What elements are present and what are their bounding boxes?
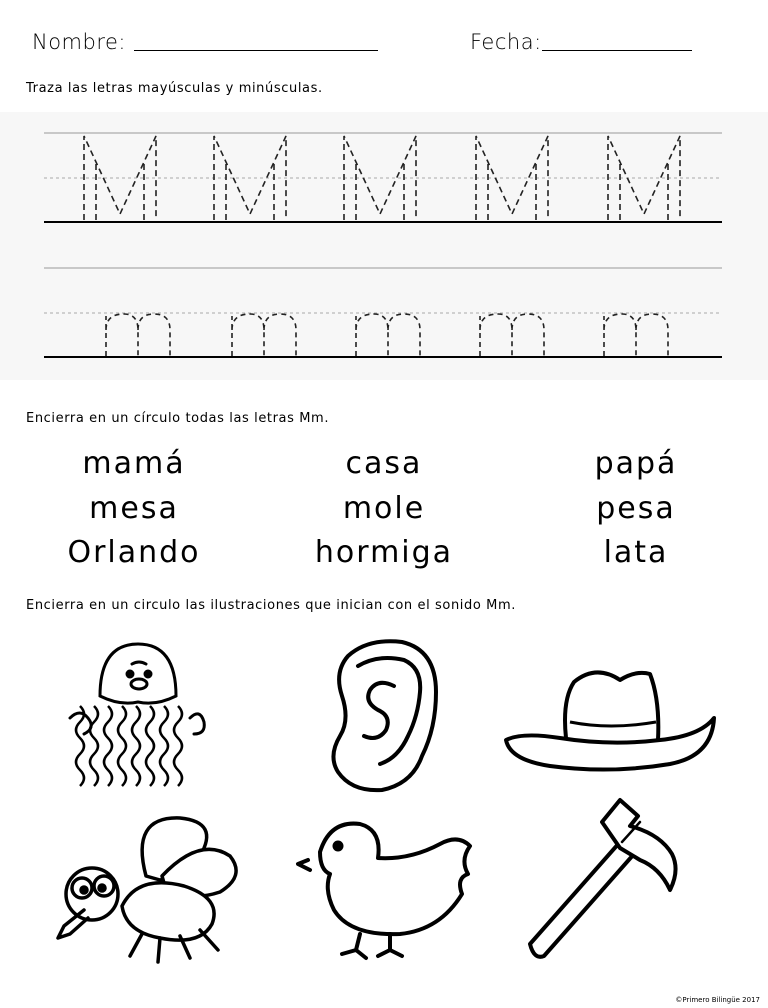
- trace-m-4: [480, 314, 544, 356]
- word-papa[interactable]: papá: [594, 446, 678, 481]
- date-label: Fecha:: [470, 30, 542, 54]
- word-pesa[interactable]: pesa: [596, 491, 676, 526]
- fly-picture[interactable]: [50, 806, 250, 966]
- chick-picture[interactable]: [290, 814, 480, 964]
- name-label: Nombre:: [32, 30, 127, 54]
- ear-picture[interactable]: [318, 636, 448, 796]
- word-casa[interactable]: casa: [345, 446, 423, 481]
- jellyfish-picture[interactable]: [60, 636, 210, 806]
- word-mole[interactable]: mole: [342, 491, 426, 526]
- trace-m-5: [604, 314, 668, 356]
- trace-m-2: [232, 314, 296, 356]
- word-hormiga[interactable]: hormiga: [314, 535, 454, 570]
- tracing-lines: [0, 0, 768, 400]
- pictures-instruction: Encierra en un circulo las ilustraciones que inician con el sonido Mm.: [26, 598, 516, 613]
- hat-picture[interactable]: [500, 660, 720, 780]
- trace-m-1: [106, 314, 170, 356]
- word-lata[interactable]: lata: [603, 535, 669, 570]
- word-mama[interactable]: mamá: [82, 446, 186, 481]
- word-orlando[interactable]: Orlando: [67, 535, 201, 570]
- letters-instruction: Encierra en un círculo todas las letras Mm.: [26, 411, 330, 426]
- word-mesa[interactable]: mesa: [89, 491, 179, 526]
- trace-instruction: Traza las letras mayúsculas y minúsculas.: [26, 81, 323, 96]
- trace-m-3: [356, 314, 420, 356]
- copyright: ©Primero Bilingüe 2017: [675, 996, 760, 1004]
- hammer-picture[interactable]: [520, 794, 700, 964]
